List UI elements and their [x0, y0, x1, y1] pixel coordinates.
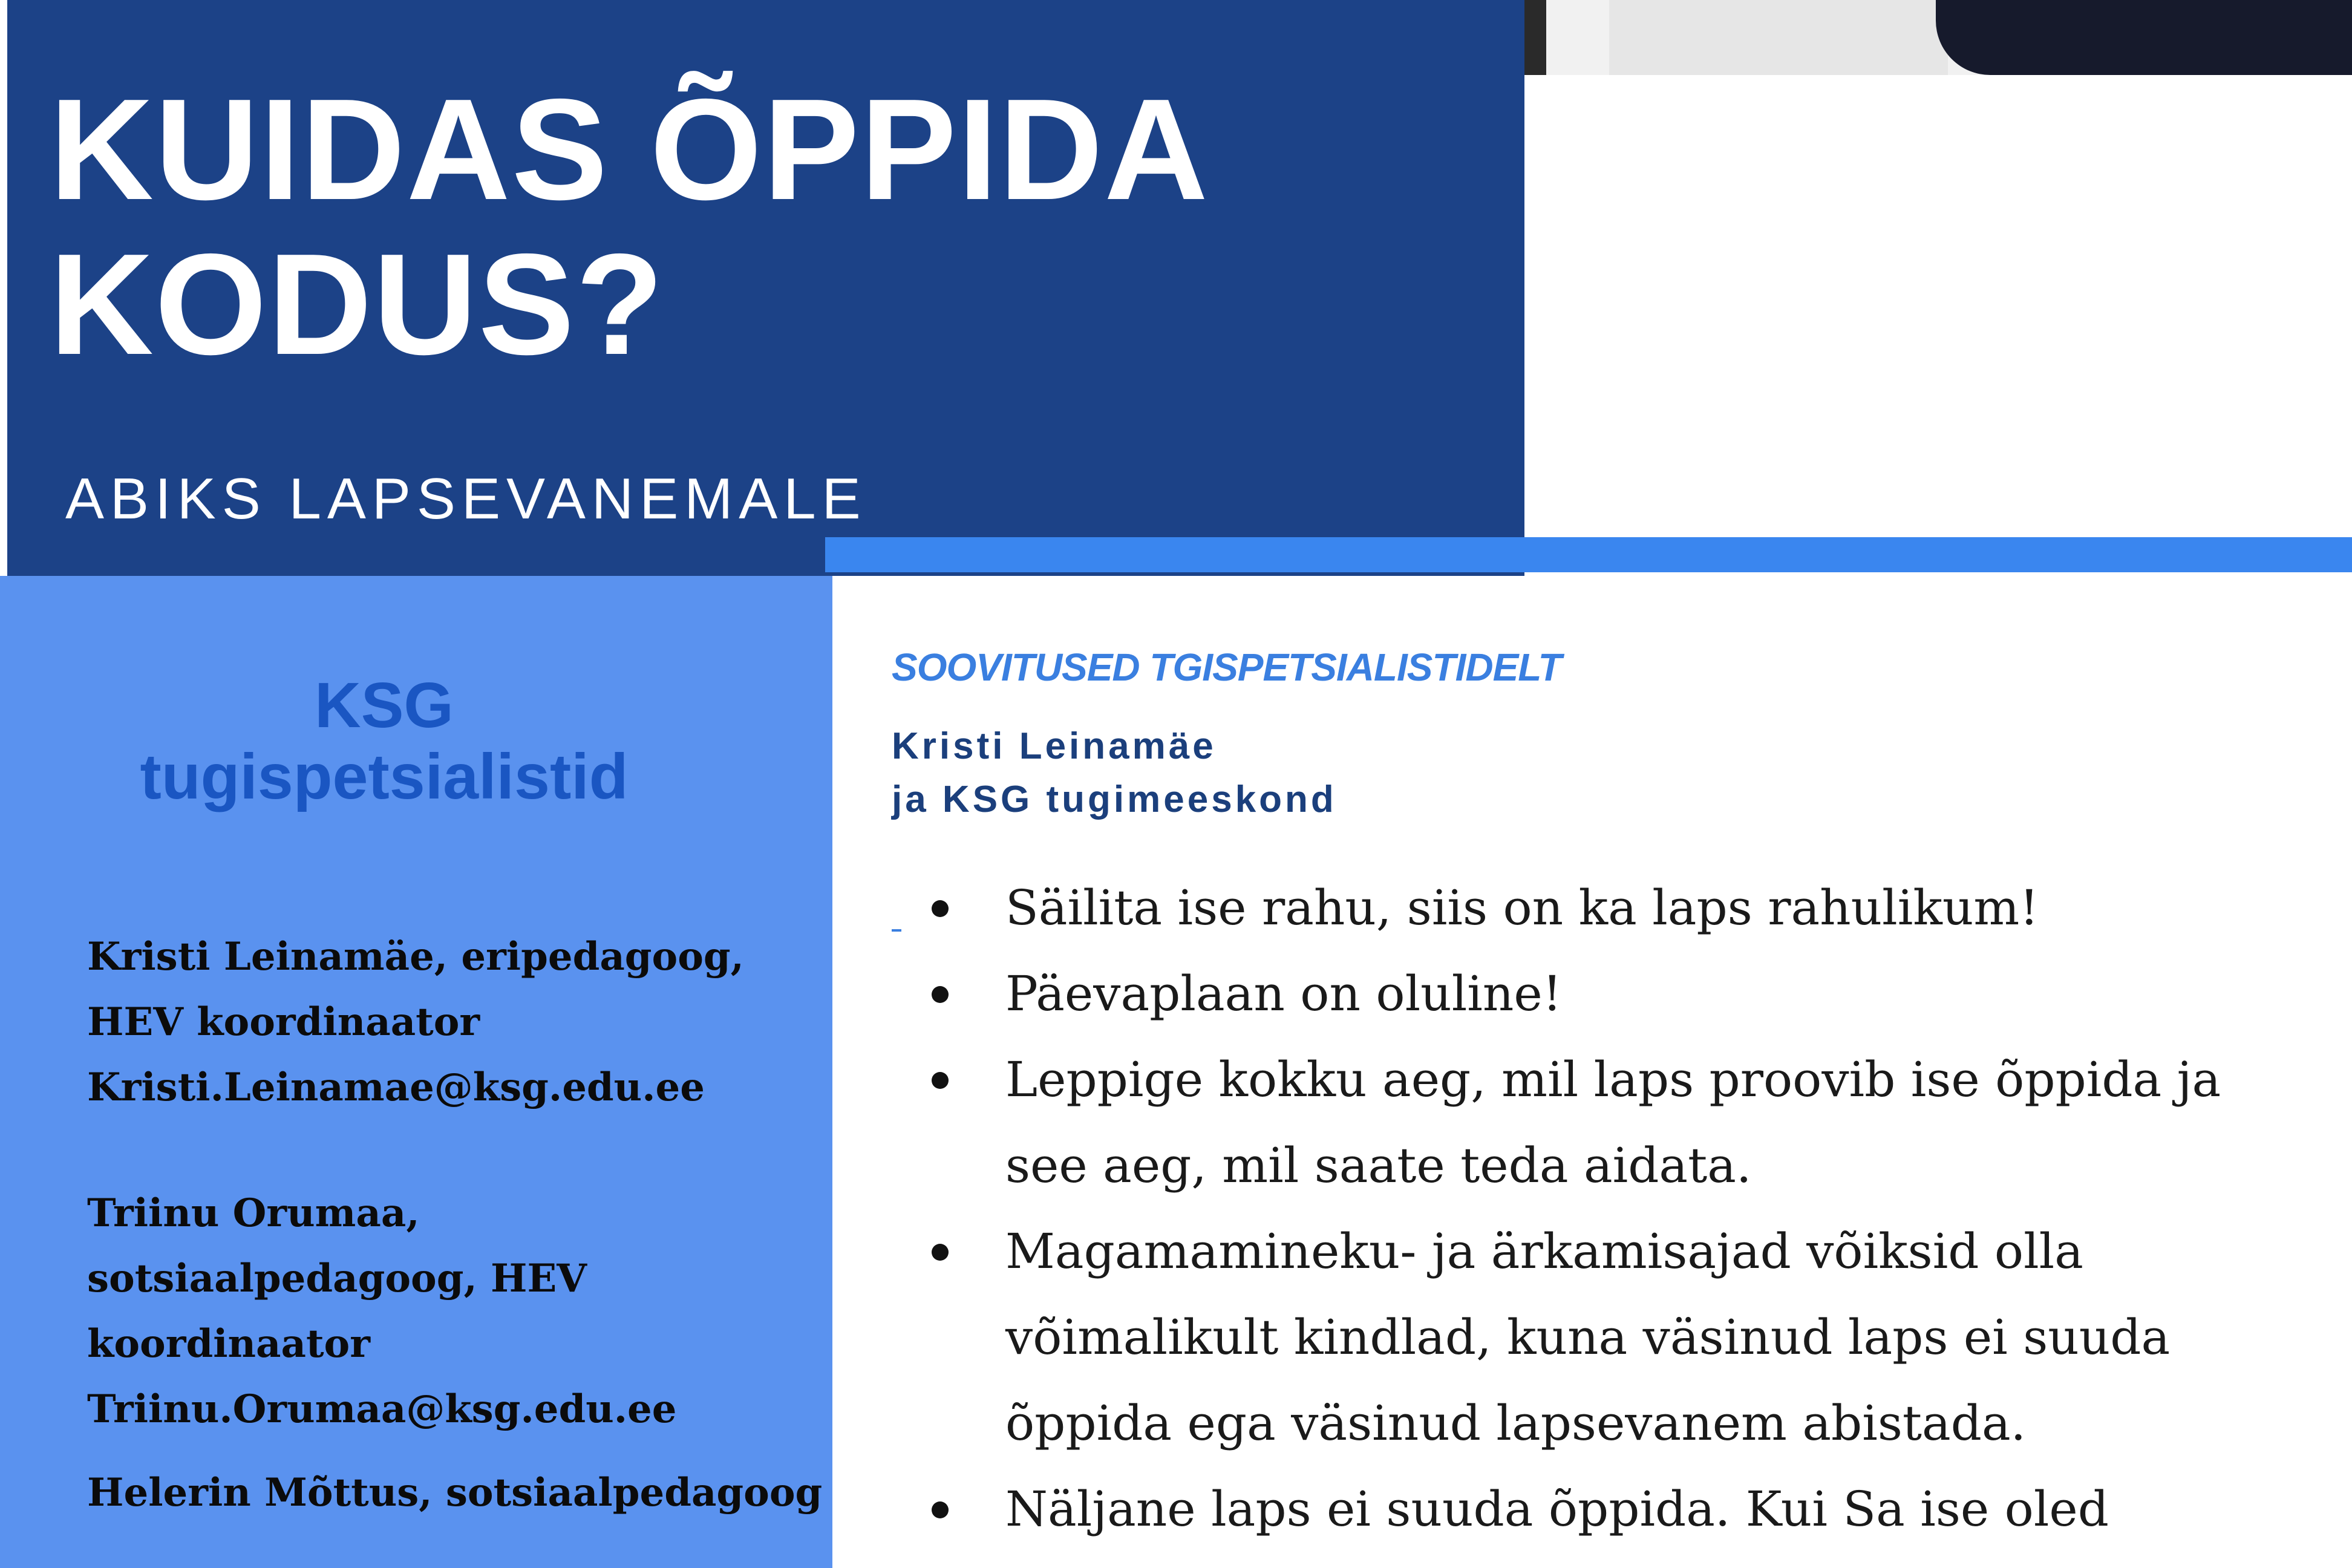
tip-text: Näljane laps ei suuda õppida. Kui Sa ise oled	[1005, 1481, 2109, 1537]
bullet-dot-icon	[932, 986, 949, 1003]
list-item	[923, 865, 2254, 951]
bullet-dot-icon	[932, 1501, 949, 1518]
list-item	[923, 1209, 2254, 1466]
contact-email[interactable]: Kristi.Leinamae@ksg.edu.ee	[87, 1065, 705, 1110]
tip-text: Päevaplaan on oluline!	[1005, 965, 1562, 1022]
page-title-line-1: KUIDAS ÕPPIDA	[50, 70, 1209, 230]
dash-mark	[892, 929, 901, 932]
tip-text: Säilita ise rahu, siis on ka laps rahulikum!	[1005, 880, 2039, 936]
photo-dark-area	[1936, 0, 2352, 75]
contact-role: koordinaator	[87, 1321, 370, 1367]
contact-triinu	[87, 1181, 676, 1442]
title-block	[7, 0, 1524, 576]
author-line-2: ja KSG tugimeeskond	[892, 779, 1337, 820]
list-item	[923, 951, 2254, 1037]
section-heading: SOOVITUSED TGISPETSIALISTIDELT	[892, 645, 1561, 689]
tips-list	[923, 865, 2254, 1552]
photo-dark-edge	[1524, 0, 1546, 75]
page-subtitle: ABIKS LAPSEVANEMALE	[65, 466, 867, 531]
accent-bar	[825, 537, 2352, 572]
list-item	[923, 1466, 2254, 1552]
tip-text: Magamamineku- ja ärkamisajad võiksid olla võimalikult kindlad, kuna väsinud laps ei suuda õppida ega väsinud lapsevanem abistada.	[1005, 1223, 2171, 1451]
sidebar-title-line-1: KSG	[315, 670, 454, 741]
bullet-dot-icon	[932, 900, 949, 917]
bullet-dot-icon	[932, 1072, 949, 1089]
sidebar-title-line-2: tugispetsialistid	[140, 741, 629, 812]
bullet-dot-icon	[932, 1244, 949, 1261]
contact-role: sotsiaalpedagoog, HEV	[87, 1256, 587, 1301]
contact-kristi	[87, 924, 744, 1120]
sidebar-panel	[0, 576, 832, 1568]
contact-name: Triinu Orumaa,	[87, 1191, 420, 1236]
tip-text: Leppige kokku aeg, mil laps proovib ise õppida ja see aeg, mil saate teda aidata.	[1005, 1051, 2221, 1194]
sidebar-title	[36, 670, 732, 812]
contact-email[interactable]: Triinu.Orumaa@ksg.edu.ee	[87, 1387, 677, 1432]
contact-name-role: Helerin Mõttus, sotsiaalpedagoog	[87, 1470, 823, 1515]
contact-name-role: Kristi Leinamäe, eripedagoog,	[87, 934, 744, 979]
contact-helerin	[87, 1460, 822, 1526]
header-photo	[1524, 0, 2352, 75]
author-line-1: Kristi Leinamäe	[892, 725, 1217, 767]
contact-role: HEV koordinaator	[87, 999, 480, 1045]
author-block	[892, 720, 1337, 826]
list-item	[923, 1037, 2254, 1209]
main-content	[832, 572, 2352, 1568]
page-title	[50, 70, 1489, 385]
page-title-line-2: KODUS?	[50, 224, 665, 385]
photo-light-area	[1609, 0, 1948, 75]
